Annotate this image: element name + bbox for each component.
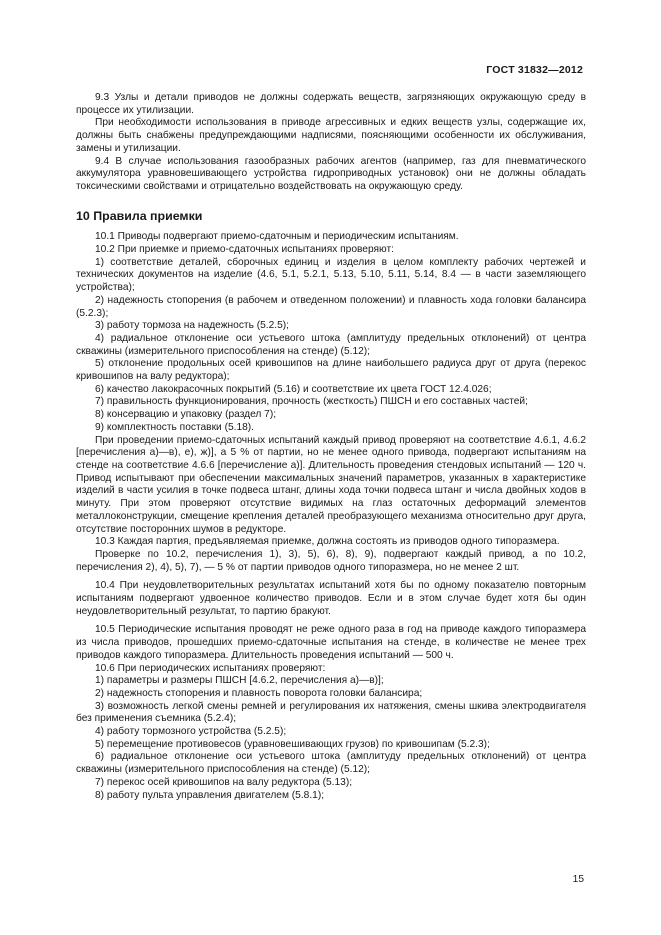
- paragraph: 9.4 В случае использования газообразных рабочих агентов (например, газ для пневматического аккумулятора уравновешивающего устройства гидроприводных установок) они не должны обладать токсическими свойствами и отрицательно воздействовать на окружающую среду.: [76, 155, 586, 192]
- paragraph: 10.5 Периодические испытания проводят не реже одного раза в год на приводе каждого типоразмера из числа приводов, прошедших приемо-сдаточные испытания на стенде, в количестве не менее трех приводов каждого типоразмера. Длительность проведения испытаний — 500 ч.: [76, 624, 586, 661]
- page-content: [76, 92, 586, 802]
- list-item: 5) отклонение продольных осей кривошипов на длине наибольшего радиуса друг от друга (перекос кривошипов на валу редуктора);: [76, 358, 586, 383]
- standard-header: ГОСТ 31832—2012: [486, 64, 583, 76]
- list-item: 2) надежность стопорения (в рабочем и отведенном положении) и плавность хода головки балансира (5.2.3);: [76, 294, 586, 319]
- list-item: 1) соответствие деталей, сборочных единиц и изделия в целом комплекту рабочих чертежей и технических документов на изделие (4.6, 5.1, 5.2.1, 5.13, 5.10, 5.11, 5.14, 8.4 — в части заземляющего устройства);: [76, 256, 586, 294]
- list-item: 4) работу тормозного устройства (5.2.5);: [95, 726, 287, 738]
- paragraph: 10.2 При приемке и приемо-сдаточных испытаниях проверяют:: [95, 244, 394, 256]
- list-item: 1) параметры и размеры ПШСН [4.6.2, перечисления а)—в)];: [95, 675, 384, 687]
- list-item: 3) возможность легкой смены ремней и регулирования их натяжения, смены шкива электродвигателя без применения съемника (5.2.4);: [76, 700, 586, 725]
- paragraph: 10.3 Каждая партия, предъявляемая приемке, должна состоять из приводов одного типоразмера.: [95, 536, 560, 548]
- list-item: 8) работу пульта управления двигателем (5.8.1);: [95, 789, 325, 801]
- paragraph: 10.1 Приводы подвергают приемо-сдаточным и периодическим испытаниям.: [95, 231, 459, 243]
- list-item: 9) комплектность поставки (5.18).: [95, 421, 255, 433]
- list-item: 7) перекос осей кривошипов на валу редуктора (5.13);: [95, 776, 353, 788]
- list-item: 8) консервацию и упаковку (раздел 7);: [95, 409, 277, 421]
- page-number: 15: [572, 874, 584, 885]
- section-heading: 10 Правила приемки: [76, 208, 203, 223]
- list-item: 7) правильность функционирования, прочность (жесткость) ПШСН и его составных частей;: [95, 396, 528, 408]
- paragraph: При проведении приемо-сдаточных испытаний каждый привод проверяют на соответствие 4.6.1, 4.6.2 [перечисления а)—в), е), ж)], а 5 % от партии, но не менее одного привода, подвергают испытаниям на стенде на соответствие 4.6.6 [перечисление а)]. Длительность проведения стендовых испытаний — 120 ч. Привод испытывают при обеспечении максимальных значений параметров, указанных в характеристике изделий в части усилия в точке подвеса штанг, длины хода точки подвеса штанг и числа двойных ходов в минуту. При этом проверяют отсутствие видимых на глаз остаточных деформаций элементов металлоконструкции, смещение крепления деталей преобразующего механизма относительно друг друга, отсутствие посторонних шумов в редукторе.: [76, 434, 586, 535]
- paragraph: При необходимости использования в приводе агрессивных и едких веществ узлы, содержащие их, должны быть снабжены предупреждающими надписями, поясняющими особенности их обслуживания, замены и утилизации.: [76, 117, 586, 154]
- paragraph: 10.4 При неудовлетворительных результатах испытаний хотя бы по одному показателю повторным испытаниям подвергают удвоенное количество приводов. Если и в этом случае будет хотя бы один неудовлетворительный результат, то партию бракуют.: [76, 580, 586, 617]
- list-item: 2) надежность стопорения и плавность поворота головки балансира;: [95, 687, 423, 699]
- paragraph: 9.3 Узлы и детали приводов не должны содержать веществ, загрязняющих окружающую среду в процессе их утилизации.: [76, 92, 586, 116]
- list-item: 5) перемещение противовесов (уравновешивающих грузов) по кривошипам (5.2.3);: [95, 738, 490, 750]
- list-item: 6) качество лакокрасочных покрытий (5.16) и соответствие их цвета ГОСТ 12.4.026;: [95, 383, 492, 395]
- paragraph: 10.6 При периодических испытаниях проверяют:: [95, 662, 326, 674]
- list-item: 6) радиальное отклонение оси устьевого штока (амплитуду предельных отклонений) от центра скважины (измерительного приспособления на стенде) (5.12);: [76, 751, 586, 776]
- list-item: 3) работу тормоза на надежность (5.2.5);: [95, 320, 289, 332]
- paragraph: Проверке по 10.2, перечисления 1), 3), 5), 6), 8), 9), подвергают каждый привод, а по 10.2, перечисления 2), 4), 5), 7), — 5 % от партии приводов одного типоразмера, но не менее 2 шт.: [76, 548, 586, 573]
- list-item: 4) радиальное отклонение оси устьевого штока (амплитуду предельных отклонений) от центра скважины (измерительного приспособления на стенде) (5.12);: [76, 332, 586, 357]
